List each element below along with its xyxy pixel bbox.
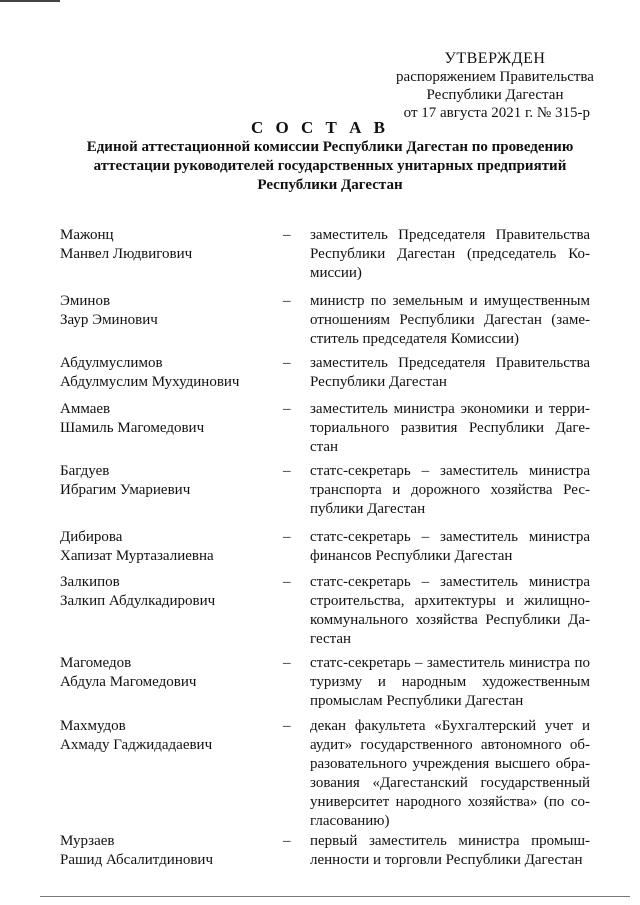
member-position xyxy=(310,400,590,457)
member-position-line: ториального развития Республики Даге- xyxy=(310,420,590,436)
member-position xyxy=(310,292,590,349)
member-name xyxy=(60,528,275,566)
member-name xyxy=(60,292,275,330)
member-position-line: аудит» государственного автономного об- xyxy=(310,737,590,753)
scan-edge-line xyxy=(0,0,60,2)
member-name-line: Манвел Людвигович xyxy=(60,246,193,262)
member-position-line: статс-секретарь – заместитель министра xyxy=(310,463,590,479)
member-position-line: публики Дагестан xyxy=(310,501,426,517)
member-dash: – xyxy=(283,401,291,417)
member-position-line: статс-секретарь – заместитель министра xyxy=(310,529,590,545)
member-position-line: Республики Дагестан xyxy=(310,374,447,390)
scan-edge-line xyxy=(40,896,630,897)
approval-date: от 17 августа 2021 г. № 315-р xyxy=(403,105,590,121)
member-position-line: разовательного учреждения высшего обра- xyxy=(310,756,590,772)
subtitle-line: аттестации руководителей государственных унитарных предприятий xyxy=(93,158,567,174)
member-name-line: Мажонц xyxy=(60,227,114,243)
member-position xyxy=(310,528,590,566)
member-position xyxy=(310,832,590,870)
member-position-line: промыслам Республики Дагестан xyxy=(310,693,524,709)
member-position-line: заместитель Председателя Правительства xyxy=(310,355,590,371)
member-position xyxy=(310,654,590,711)
member-position-line: министр по земельным и имущественным xyxy=(310,293,590,309)
member-name-line: Абдула Магомедович xyxy=(60,674,197,690)
member-position-line: ленности и торговли Республики Дагестан xyxy=(310,852,583,868)
member-dash: – xyxy=(283,463,291,479)
member-position-line: заместитель министра экономики и терри- xyxy=(310,401,590,417)
member-position xyxy=(310,226,590,283)
member-name-line: Заур Эминович xyxy=(60,312,158,328)
member-name-line: Рашид Абсалитдинович xyxy=(60,852,214,868)
document-subtitle xyxy=(60,138,600,195)
member-position-line: финансов Республики Дагестан xyxy=(310,548,513,564)
member-position-line: декан факультета «Бухгалтерский учет и xyxy=(310,718,590,734)
member-dash: – xyxy=(283,529,291,545)
member-name-line: Магомедов xyxy=(60,655,132,671)
document-title: С О С Т А В xyxy=(251,118,389,137)
member-name-line: Залкипов xyxy=(60,574,120,590)
member-position xyxy=(310,462,590,519)
member-name xyxy=(60,654,275,692)
member-position-line: миссии) xyxy=(310,265,362,281)
member-position-line: гестан xyxy=(310,631,352,647)
member-name-line: Абдулмуслим Мухудинович xyxy=(60,374,240,390)
member-name xyxy=(60,717,275,755)
member-name-line: Эминов xyxy=(60,293,111,309)
member-position-line: первый заместитель министра промыш- xyxy=(310,833,590,849)
subtitle-line: Единой аттестационной комиссии Республики Дагестан по проведению xyxy=(86,139,574,155)
member-position xyxy=(310,717,590,831)
member-position-line: зования «Дагестанский государственный xyxy=(310,775,590,791)
member-position-line: ститель председателя Комиссии) xyxy=(310,331,520,347)
member-name-line: Аммаев xyxy=(60,401,111,417)
member-position xyxy=(310,354,590,392)
member-name xyxy=(60,573,275,611)
member-dash: – xyxy=(283,718,291,734)
member-position-line: коммунального хозяйства Республики Да- xyxy=(310,612,590,628)
member-name xyxy=(60,832,275,870)
member-name-line: Махмудов xyxy=(60,718,126,734)
subtitle-line: Республики Дагестан xyxy=(257,177,403,193)
member-name-line: Багдуев xyxy=(60,463,110,479)
member-name-line: Ибрагим Умариевич xyxy=(60,482,191,498)
member-position xyxy=(310,573,590,649)
member-dash: – xyxy=(283,833,291,849)
member-name xyxy=(60,354,275,392)
approval-title: УТВЕРЖДЕН xyxy=(444,50,546,67)
member-name-line: Дибирова xyxy=(60,529,123,545)
member-name-line: Залкип Абдулкадирович xyxy=(60,593,216,609)
member-dash: – xyxy=(283,574,291,590)
member-dash: – xyxy=(283,227,291,243)
member-position-line: строительства, архитектуры и жилищно- xyxy=(310,593,590,609)
approval-stamp xyxy=(380,50,610,122)
approval-line-1: распоряжением Правительства xyxy=(396,69,594,85)
member-name-line: Ахмаду Гаджидадаевич xyxy=(60,737,213,753)
member-name-line: Шамиль Магомедович xyxy=(60,420,205,436)
member-name-line: Хапизат Муртазалиевна xyxy=(60,548,214,564)
member-name-line: Мурзаев xyxy=(60,833,115,849)
member-position-line: гласованию) xyxy=(310,813,390,829)
member-name xyxy=(60,226,275,264)
member-dash: – xyxy=(283,293,291,309)
member-name xyxy=(60,462,275,500)
member-name xyxy=(60,400,275,438)
member-dash: – xyxy=(283,655,291,671)
member-position-line: Республики Дагестан (председатель Ко- xyxy=(310,246,590,262)
member-position-line: заместитель Председателя Правительства xyxy=(310,227,590,243)
member-position-line: университет народного хозяйства» (по со- xyxy=(310,794,590,810)
member-position-line: транспорта и дорожного хозяйства Рес- xyxy=(310,482,590,498)
member-dash: – xyxy=(283,355,291,371)
approval-line-2: Республики Дагестан xyxy=(426,87,564,103)
member-name-line: Абдулмуслимов xyxy=(60,355,163,371)
member-position-line: туризму и народным художественным xyxy=(310,674,590,690)
member-position-line: статс-секретарь – заместитель министра xyxy=(310,574,590,590)
member-position-line: стан xyxy=(310,439,339,455)
member-position-line: отношениям Республики Дагестан (заме- xyxy=(310,312,590,328)
member-position-line: статс-секретарь – заместитель министра по xyxy=(310,655,590,671)
